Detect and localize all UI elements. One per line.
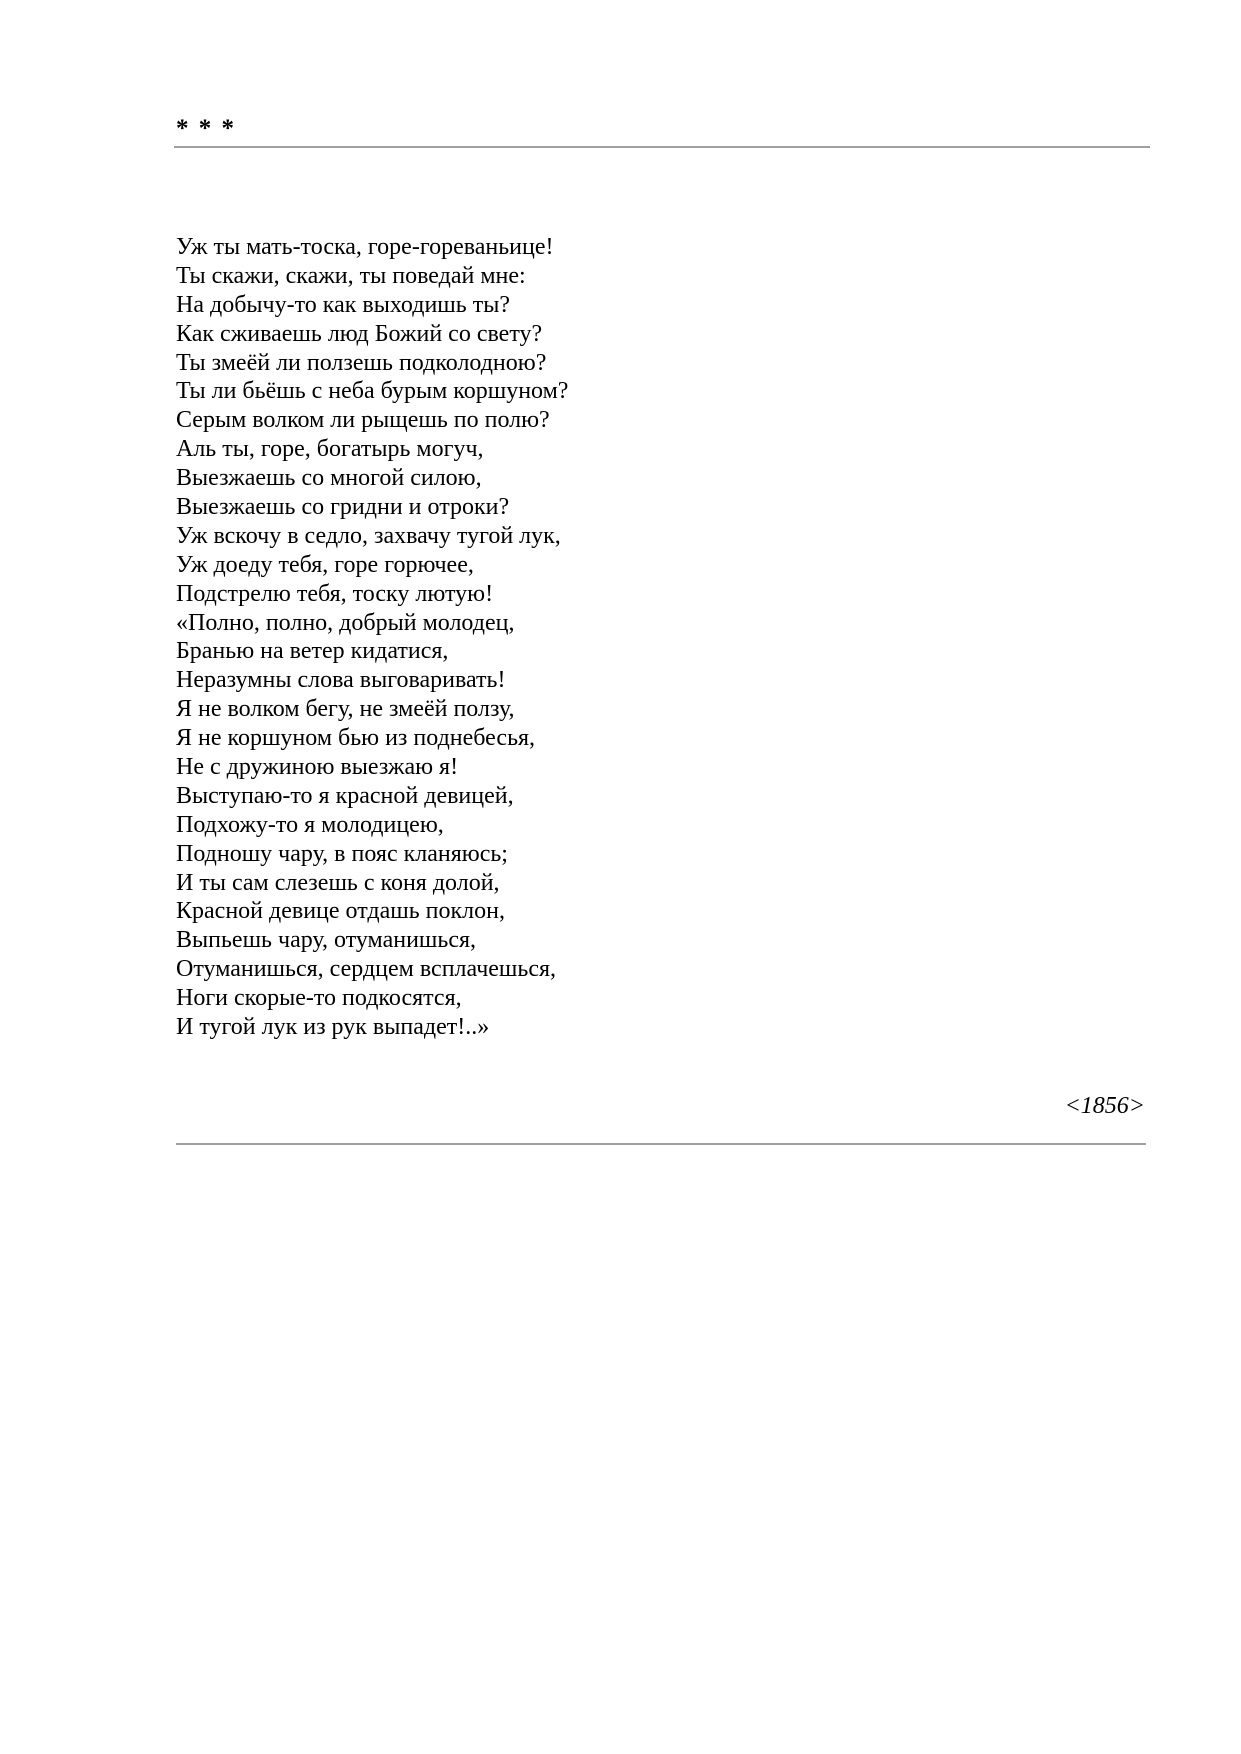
poem-line: Как сживаешь люд Божий со свету?: [176, 320, 543, 347]
poem-line: Неразумны слова выговаривать!: [176, 667, 506, 694]
poem-line: Уж ты мать-тоска, горе-гореваньице!: [176, 234, 554, 260]
poem-line: Ты ли бьёшь с неба бурым коршуном?: [176, 378, 569, 405]
poem-date: <1856>: [1064, 1093, 1145, 1119]
poem-line: Ты змеёй ли ползешь подколодною?: [176, 349, 547, 376]
poem-line: Не с дружиною выезжаю я!: [176, 754, 459, 781]
bottom-divider: [176, 1143, 1146, 1145]
poem-line: Я не коршуном бью из поднебесья,: [176, 725, 536, 752]
poem-line: И ты сам слезешь с коня долой,: [176, 869, 500, 896]
poem-line: Подхожу-то я молодицею,: [176, 811, 444, 838]
poem-line: Серым волком ли рыщешь по полю?: [176, 407, 550, 434]
page-heading: * * *: [176, 115, 236, 142]
poem-line: Отуманишься, сердцем всплачешься,: [176, 956, 557, 983]
poem-line: Выпьешь чару, отуманишься,: [176, 927, 477, 954]
poem-line: «Полно, полно, добрый молодец,: [176, 609, 515, 636]
poem-line: И тугой лук из рук выпадет!..»: [176, 1014, 490, 1041]
poem-line: Подношу чару, в пояс кланяюсь;: [176, 840, 508, 867]
poem-line: Выезжаешь со многой силою,: [176, 465, 482, 492]
poem-line: Выезжаешь со гридни и отроки?: [176, 494, 510, 521]
poem-line: Бранью на ветер кидатися,: [176, 638, 449, 665]
poem-line: Красной девице отдашь поклон,: [176, 898, 506, 925]
poem-body: [176, 233, 1076, 1042]
poem-line: Я не волком бегу, не змеёй ползу,: [176, 696, 515, 723]
poem-line: Аль ты, горе, богатырь могуч,: [176, 436, 484, 463]
poem-line: Ты скажи, скажи, ты поведай мне:: [176, 262, 526, 289]
poem-line: Выступаю-то я красной девицей,: [176, 782, 514, 809]
poem-line: Уж доеду тебя, горе горючее,: [176, 551, 474, 578]
poem-line: На добычу-то как выходишь ты?: [176, 291, 510, 318]
poem-line: Уж вскочу в седло, захвачу тугой лук,: [176, 522, 561, 549]
poem-line: Ноги скорые-то подкосятся,: [176, 985, 462, 1012]
poem-line: Подстрелю тебя, тоску лютую!: [176, 580, 494, 607]
top-divider: [174, 146, 1150, 148]
